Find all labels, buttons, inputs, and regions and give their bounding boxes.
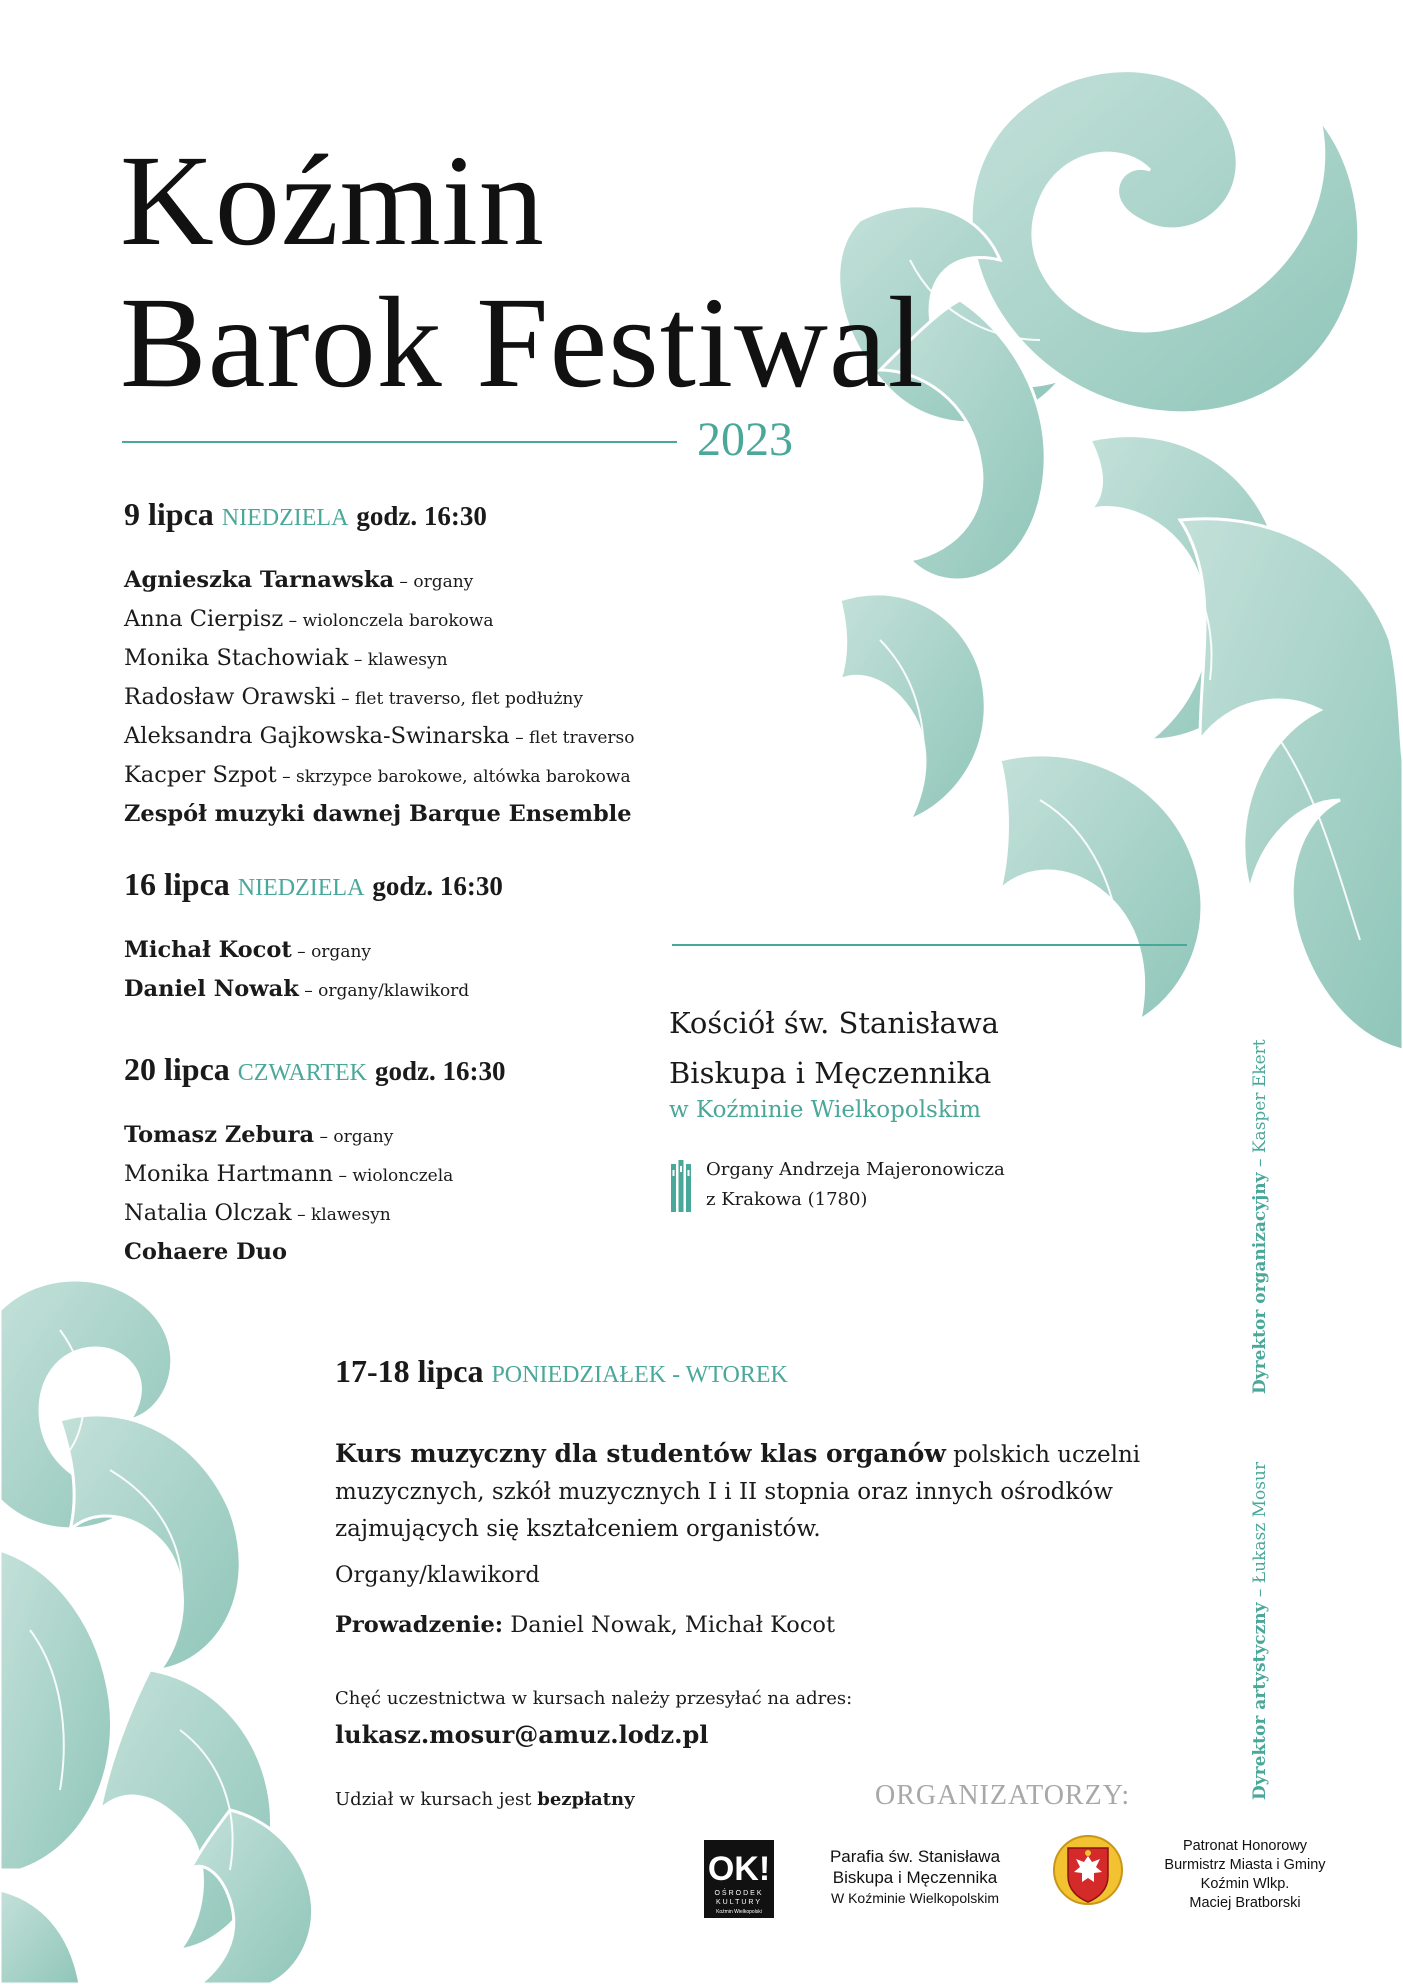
festival-title-line1: Koźmin	[120, 129, 545, 273]
performer-role: – organy/klawikord	[298, 981, 470, 1001]
organizer-parish-line1: Parafia św. Stanisława	[829, 1847, 1001, 1866]
course-heading	[335, 1353, 788, 1390]
organ-note-line1: Organy Andrzeja Majeronowicza	[706, 1159, 1005, 1180]
performer-item	[124, 1234, 453, 1271]
organizers-title: ORGANIZATORZY:	[875, 1780, 1131, 1811]
performer-role: – flet traverso, flet podłużny	[335, 689, 583, 709]
concert-1-time: godz. 16:30	[356, 501, 487, 531]
performer-item	[124, 971, 469, 1010]
concert-2-day: NIEDZIELA	[237, 875, 365, 901]
director-organizational-label: Dyrektor organizacyjny	[1250, 1172, 1270, 1394]
performer-item	[124, 757, 635, 796]
performer-name: Michał Kocot	[124, 937, 292, 963]
venue-divider	[672, 944, 1187, 946]
concert-2-time: godz. 16:30	[372, 871, 503, 901]
performer-role: – organy	[291, 942, 372, 962]
festival-title-line2: Barok Festiwal	[120, 271, 925, 415]
organizer-patron-line4: Maciej Bratborski	[1189, 1895, 1301, 1911]
performer-item	[124, 932, 469, 971]
organizer-patron-line1: Patronat Honorowy	[1182, 1838, 1308, 1854]
director-artistic-label: Dyrektor artystyczny	[1250, 1602, 1270, 1800]
performer-role: – organy	[314, 1127, 394, 1147]
organizer-parish-line2: Biskupa i Męczennika	[832, 1868, 998, 1887]
performer-item	[124, 640, 635, 679]
concert-1-heading	[124, 496, 487, 533]
performer-item	[124, 601, 635, 640]
concert-3-day: CZWARTEK	[237, 1060, 367, 1086]
performer-name: Radosław Orawski	[124, 684, 336, 710]
concert-2-heading	[124, 866, 503, 903]
ok-logo-line1: OŚRODEK	[714, 1890, 764, 1897]
course-description-bold: Kurs muzyczny dla studentów klas organów	[335, 1439, 946, 1468]
course-leaders	[335, 1612, 835, 1638]
concert-1-date: 9 lipca	[124, 496, 214, 532]
course-leaders-names: Daniel Nowak, Michał Kocot	[503, 1612, 836, 1638]
performer-name: Cohaere Duo	[124, 1239, 288, 1265]
performer-item	[124, 1117, 453, 1156]
performer-role: – wiolonczela	[333, 1166, 454, 1186]
organ-note	[706, 1155, 1005, 1215]
venue-location: w Koźminie Wielkopolskim	[669, 1097, 981, 1123]
course-description	[335, 1435, 1195, 1548]
concert-3-performers	[124, 1117, 453, 1271]
performer-name: Zespół muzyki dawnej Barque Ensemble	[124, 801, 632, 827]
concert-3-date: 20 lipca	[124, 1051, 230, 1087]
concert-2-performers	[124, 932, 469, 1010]
baroque-ornament-bottom-left	[0, 1250, 330, 1984]
performer-item	[124, 796, 635, 833]
organizer-parish-line3: W Koźminie Wielkopolskim	[830, 1890, 1000, 1906]
performer-item	[124, 562, 635, 601]
performer-role: – klawesyn	[348, 650, 448, 670]
performer-role: – flet traverso	[509, 728, 635, 748]
coat-of-arms-icon	[1052, 1832, 1124, 1908]
venue-line1: Kościół św. Stanisława	[669, 1006, 999, 1040]
performer-name: Natalia Olczak	[124, 1200, 292, 1226]
performer-name: Aleksandra Gajkowska-Swinarska	[124, 723, 510, 749]
course-free-note	[335, 1789, 635, 1810]
organizer-patron	[1140, 1837, 1350, 1913]
performer-name: Kacper Szpot	[124, 762, 277, 788]
director-artistic	[1250, 1462, 1270, 1800]
performer-item	[124, 679, 635, 718]
course-description-rest: polskich uczelni muzycznych, szkół muzycznych I i II stopnia oraz innych ośrodków zajmujących się kształceniem organistów.	[335, 1442, 1141, 1542]
course-apply-text: Chęć uczestnictwa w kursach należy przesyłać na adres:	[335, 1688, 853, 1709]
performer-item	[124, 718, 635, 757]
director-organizational	[1250, 1039, 1270, 1394]
director-artistic-name: – Łukasz Mosur	[1250, 1461, 1270, 1603]
course-free-bold: bezpłatny	[537, 1789, 635, 1810]
organizer-patron-line3: Koźmin Wlkp.	[1200, 1876, 1290, 1892]
concert-3-time: godz. 16:30	[375, 1056, 506, 1086]
course-free-text: Udział w kursach jest	[335, 1789, 538, 1810]
performer-name: Tomasz Zebura	[124, 1122, 315, 1148]
ok-logo-line3: Koźmin Wielkopolski	[716, 1909, 762, 1915]
performer-name: Monika Hartmann	[124, 1161, 334, 1187]
course-email-link[interactable]: lukasz.mosur@amuz.lodz.pl	[335, 1720, 709, 1749]
venue-line2: Biskupa i Męczennika	[669, 1056, 992, 1090]
director-organizational-name: – Kasper Ekert	[1250, 1039, 1270, 1173]
organizer-patron-line2: Burmistrz Miasta i Gminy	[1164, 1857, 1326, 1873]
organizer-parish	[805, 1846, 1025, 1909]
festival-year: 2023	[697, 413, 793, 466]
organ-pipes-icon	[670, 1160, 692, 1212]
course-date: 17-18 lipca	[335, 1353, 484, 1389]
ok-cultural-center-logo	[704, 1840, 774, 1918]
performer-item	[124, 1156, 453, 1195]
course-days: PONIEDZIAŁEK - WTOREK	[491, 1362, 788, 1388]
performer-name: Monika Stachowiak	[124, 645, 349, 671]
organ-note-line2: z Krakowa (1780)	[706, 1189, 868, 1210]
ok-logo-mark: OK!	[707, 1850, 771, 1888]
performer-name: Daniel Nowak	[124, 976, 299, 1002]
performer-item	[124, 1195, 453, 1234]
performer-name: Anna Cierpisz	[124, 606, 284, 632]
performer-role: – skrzypce barokowe, altówka barokowa	[276, 767, 631, 787]
title-divider	[122, 441, 677, 443]
ok-logo-line2: KULTURY	[715, 1899, 763, 1906]
festival-title	[120, 130, 925, 414]
performer-role: – organy	[394, 572, 474, 592]
venue-name	[669, 998, 999, 1098]
concert-1-day: NIEDZIELA	[221, 505, 349, 531]
concert-1-performers	[124, 562, 635, 833]
performer-role: – wiolonczela barokowa	[283, 611, 494, 631]
concert-3-heading	[124, 1051, 506, 1088]
concert-2-date: 16 lipca	[124, 866, 230, 902]
performer-role: – klawesyn	[291, 1205, 391, 1225]
performer-name: Agnieszka Tarnawska	[124, 567, 395, 593]
course-instrument: Organy/klawikord	[335, 1562, 540, 1588]
course-leaders-label: Prowadzenie:	[335, 1612, 504, 1638]
